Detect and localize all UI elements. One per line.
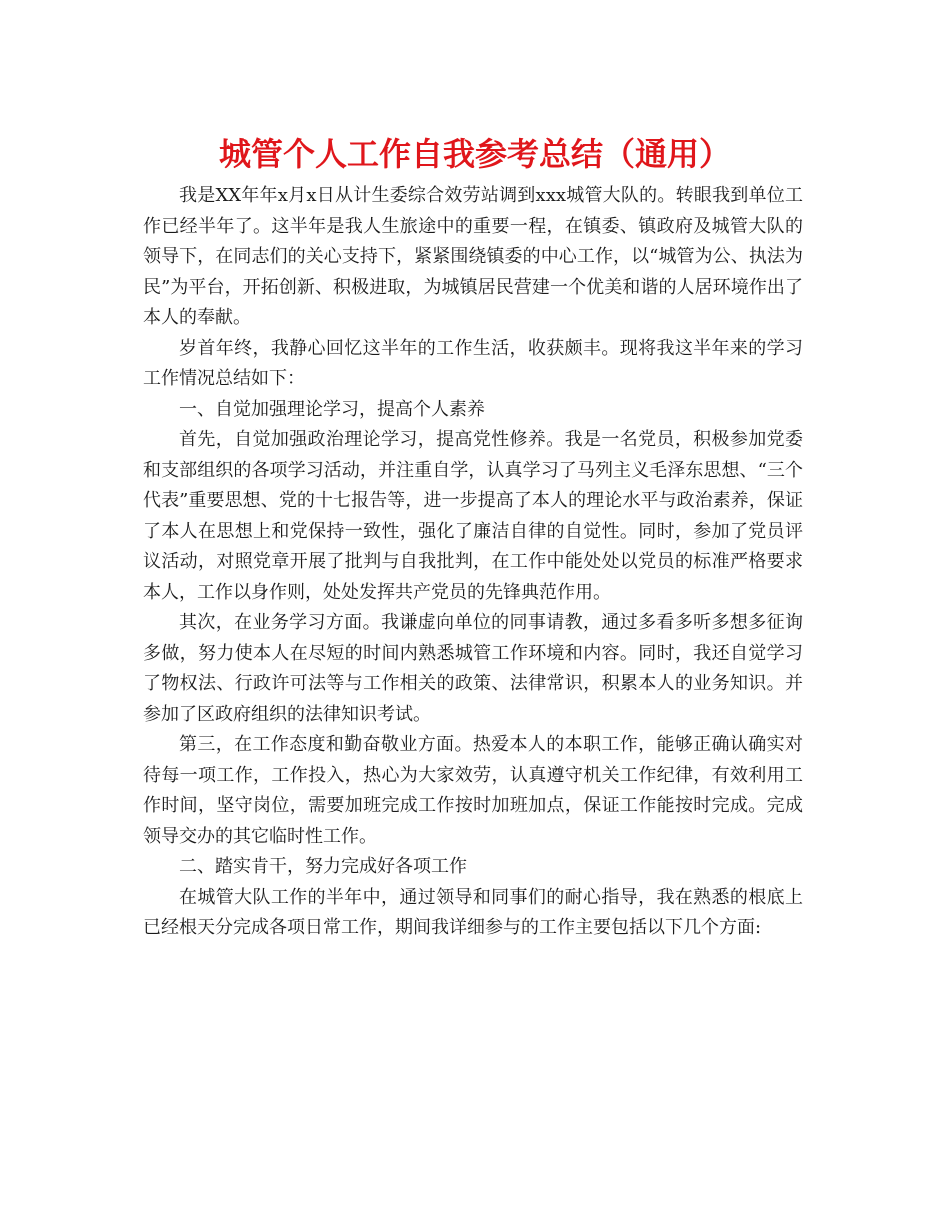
paragraph-business-study: 其次，在业务学习方面。我谦虚向单位的同事请教，通过多看多听多想多征询多做，努力使本人在尽短的时间内熟悉城管工作环境和内容。同时，我还自觉学习了物权法、行政许可法等与工作相关的政策、法律常识，积累本人的业务知识。并参加了区政府组织的法律知识考试。 — [143, 612, 803, 725]
section-heading-1: 一、自觉加强理论学习，提高个人素养 — [179, 398, 485, 420]
paragraph-work-attitude: 第三，在工作态度和勤奋敬业方面。热爱本人的本职工作，能够正确认确实对待每一项工作，工作投入，热心为大家效劳，认真遵守机关工作纪律，有效利用工作时间，坚守岗位，需要加班完成工作按时加班加点，保证工作能按时完成。完成领导交办的其它临时性工作。 — [143, 734, 803, 847]
section-heading-2: 二、踏实肯干，努力完成好各项工作 — [179, 856, 467, 877]
document-body — [143, 181, 803, 944]
document-title: 城管个人工作自我参考总结（通用） — [218, 135, 731, 173]
paragraph-work-content: 在城管大队工作的半年中，通过领导和同事们的耐心指导，我在熟悉的根底上已经根天分完成各项日常工作，期间我详细参与的工作主要包括以下几个方面: — [143, 886, 803, 938]
paragraph-summary-lead: 岁首年终，我静心回忆这半年的工作生活，收获颇丰。现将我这半年来的学习工作情况总结如下： — [143, 337, 803, 389]
paragraph-political-study: 首先，自觉加强政治理论学习，提高党性修养。我是一名党员，积极参加党委和支部组织的各项学习活动，并注重自学，认真学习了马列主义毛泽东思想、“三个代表”重要思想、党的十七报告等，进一步提高了本人的理论水平与政治素养，保证了本人在思想上和党保持一致性，强化了廉洁自律的自觉性。同时，参加了党员评议活动，对照党章开展了批判与自我批判，在工作中能处处以党员的标准严格要求本人，工作以身作则，处处发挥共产党员的先锋典范作用。 — [143, 429, 803, 603]
paragraph-intro: 我是XX年年x月x日从计生委综合效劳站调到xxx城管大队的。转眼我到单位工作已经半年了。这半年是我人生旅途中的重要一程，在镇委、镇政府及城管大队的领导下，在同志们的关心支持下，紧紧围绕镇委的中心工作，以“城管为公、执法为民”为平台，开拓创新、积极进取，为城镇居民营建一个优美和谐的人居环境作出了本人的奉献。 — [143, 185, 803, 328]
